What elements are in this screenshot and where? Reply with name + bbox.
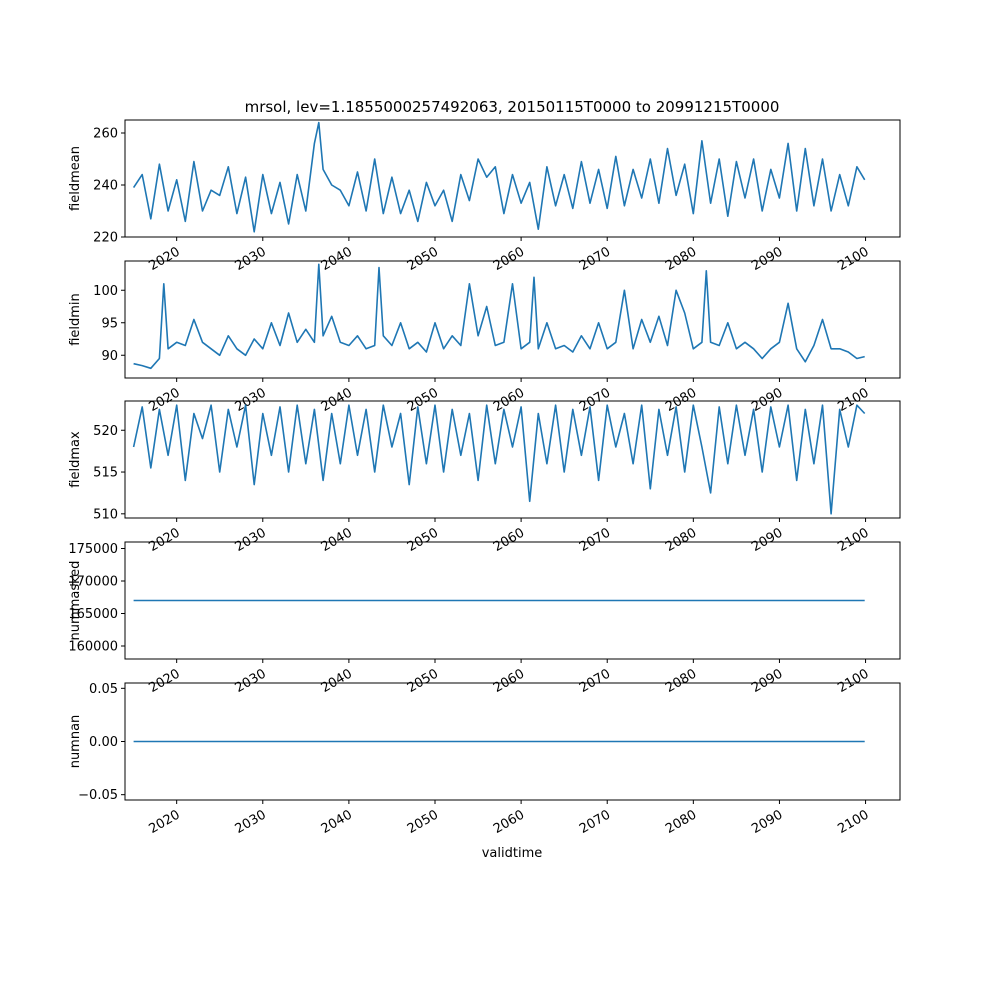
x-tick-label: 2020 <box>146 807 183 838</box>
panel-fieldmax <box>68 401 900 555</box>
panel-nummasked <box>68 542 900 696</box>
x-tick-label: 2060 <box>490 525 528 556</box>
x-tick-label: 2050 <box>404 385 441 416</box>
y-tick-label: 515 <box>93 465 118 481</box>
x-tick-label: 2030 <box>232 666 269 697</box>
x-tick-label: 2090 <box>749 807 786 838</box>
x-tick-label: 2050 <box>404 525 441 556</box>
x-tick-label: 2070 <box>577 666 614 697</box>
series-line-fieldmin <box>134 264 865 368</box>
x-tick-label: 2040 <box>318 525 355 556</box>
x-tick-label: 2100 <box>835 666 872 697</box>
y-tick-label: 175000 <box>68 542 118 557</box>
y-axis-label: fieldmean <box>68 146 83 211</box>
x-tick-label: 2080 <box>663 385 700 416</box>
x-tick-label: 2080 <box>663 244 700 275</box>
y-tick-label: −0.05 <box>78 788 118 804</box>
x-tick-label: 2030 <box>232 525 269 556</box>
y-tick-label: 220 <box>93 230 118 246</box>
x-tick-label: 2080 <box>663 666 700 697</box>
x-tick-label: 2030 <box>232 807 269 838</box>
series-line-fieldmean <box>134 123 865 232</box>
x-tick-label: 2030 <box>232 244 269 275</box>
x-tick-label: 2100 <box>835 807 872 838</box>
x-tick-label: 2050 <box>404 807 441 838</box>
y-tick-label: 165000 <box>68 607 118 622</box>
x-tick-label: 2040 <box>318 807 355 838</box>
x-tick-label: 2050 <box>404 244 441 275</box>
x-tick-label: 2090 <box>749 666 786 697</box>
x-tick-label: 2040 <box>318 244 355 275</box>
y-tick-label: 0.00 <box>89 735 118 750</box>
y-tick-label: 0.05 <box>89 681 118 697</box>
y-tick-label: 510 <box>93 507 118 523</box>
y-tick-label: 90 <box>101 348 118 364</box>
x-tick-label: 2020 <box>146 666 183 697</box>
x-tick-label: 2090 <box>749 385 786 416</box>
x-tick-label: 2060 <box>490 666 528 697</box>
x-tick-label: 2100 <box>835 525 872 556</box>
y-tick-label: 160000 <box>68 639 118 655</box>
y-tick-label: 170000 <box>68 574 118 590</box>
y-axis-label: nummasked <box>68 560 83 641</box>
y-tick-label: 95 <box>101 316 118 332</box>
x-tick-label: 2020 <box>146 525 183 556</box>
x-tick-label: 2060 <box>490 385 528 416</box>
panels <box>68 120 900 837</box>
x-tick-label: 2060 <box>490 807 528 838</box>
x-tick-label: 2050 <box>404 666 441 697</box>
figure-title: mrsol, lev=1.1855000257492063, 20150115T0000 to 20991215T0000 <box>244 98 780 116</box>
panel-numnan <box>68 682 900 837</box>
x-tick-label: 2080 <box>663 807 700 838</box>
x-tick-label: 2070 <box>577 525 614 556</box>
y-tick-label: 520 <box>93 423 118 439</box>
panel-fieldmean <box>68 120 900 274</box>
y-axis-label: fieldmax <box>68 431 83 488</box>
x-tick-label: 2040 <box>318 385 355 416</box>
x-tick-label: 2070 <box>577 807 614 838</box>
axes-frame <box>125 401 900 518</box>
panel-fieldmin <box>68 261 900 415</box>
y-tick-label: 100 <box>93 283 118 299</box>
axes-frame <box>125 120 900 237</box>
y-axis-label: fieldmin <box>68 293 83 346</box>
x-tick-label: 2020 <box>146 244 183 275</box>
x-tick-label: 2090 <box>749 525 786 556</box>
x-tick-label: 2020 <box>146 385 183 416</box>
y-tick-label: 240 <box>93 178 118 194</box>
x-tick-label: 2040 <box>318 666 355 697</box>
x-tick-label: 2100 <box>835 385 872 416</box>
x-tick-label: 2030 <box>232 385 269 416</box>
y-axis-label: numnan <box>68 714 83 769</box>
x-axis-label: validtime <box>481 846 543 861</box>
x-tick-label: 2070 <box>577 244 614 275</box>
y-tick-label: 260 <box>93 126 118 142</box>
series-line-fieldmax <box>134 405 865 514</box>
x-tick-label: 2100 <box>835 244 872 275</box>
x-tick-label: 2060 <box>490 244 528 275</box>
x-tick-label: 2090 <box>749 244 786 275</box>
x-tick-label: 2080 <box>663 525 700 556</box>
x-tick-label: 2070 <box>577 385 614 416</box>
